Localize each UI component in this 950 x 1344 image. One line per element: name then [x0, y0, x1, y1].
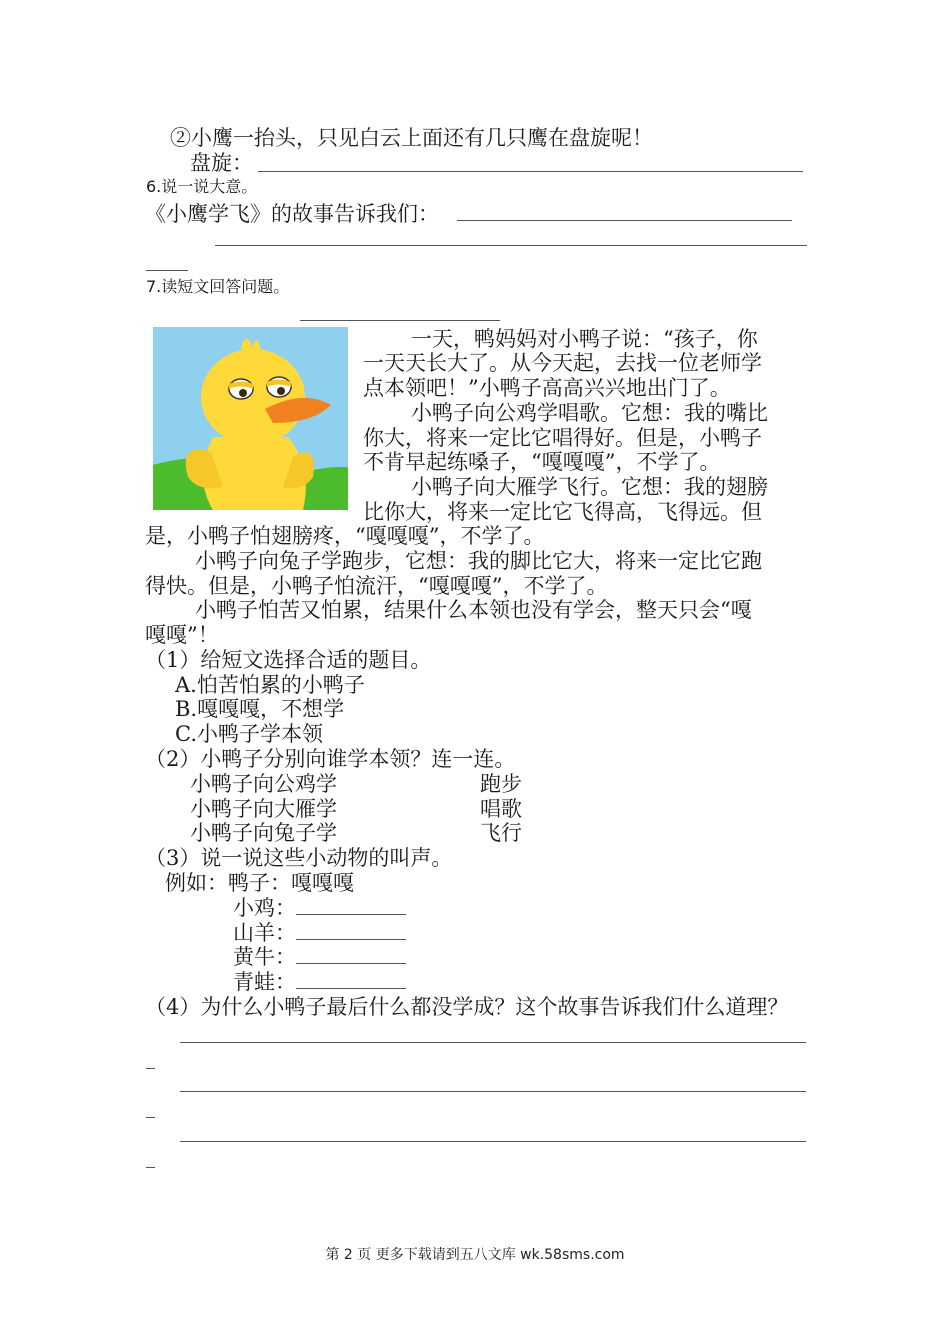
sub4-answer-line-1[interactable]: [180, 1042, 806, 1043]
passage-line: 你大，将来一定比它唱得好。但是，小鸭子: [363, 426, 762, 450]
passage-line: 嘎嘎”！: [145, 623, 219, 647]
passage-line: 是，小鸭子怕翅膀疼，“嘎嘎嘎”，不学了。: [145, 524, 545, 548]
sub3-animal-label: 小鸡：: [233, 896, 296, 920]
q6-heading: 6.说一说大意。: [146, 177, 258, 196]
sub3-answer-blank[interactable]: [296, 896, 406, 915]
sub3-answer-blank[interactable]: [296, 921, 406, 940]
q5-word-2-label: 盘旋：: [190, 151, 253, 175]
q7-heading: 7.读短文回答问题。: [146, 277, 290, 296]
sub3-animal-row: [233, 895, 406, 921]
q6-answer-line-2[interactable]: [215, 245, 807, 246]
sub3-answer-blank[interactable]: [296, 945, 406, 964]
sub3-question: （3）说一说这些小动物的叫声。: [145, 846, 453, 870]
duck-head: [201, 349, 305, 445]
passage-line: 点本领吧！”小鸭子高高兴兴地出门了。: [363, 376, 731, 400]
q7-title-blank[interactable]: [300, 320, 500, 321]
sub4-question: （4）为什么小鸭子最后什么都没学成？这个故事告诉我们什么道理？: [145, 995, 789, 1019]
duck-pupil-right: [277, 387, 285, 395]
duck-illustration: [153, 327, 348, 510]
sub2-right-item[interactable]: 唱歌: [480, 797, 522, 821]
q6-answer-line-1[interactable]: [457, 220, 792, 221]
q6-answer-line-3[interactable]: [146, 270, 188, 271]
sub4-answer-line-2-tail: [146, 1117, 155, 1118]
passage-line: 得快。但是，小鸭子怕流汗，“嘎嘎嘎”，不学了。: [145, 574, 608, 598]
passage-line: 一天，鸭妈妈对小鸭子说：“孩子，你: [411, 327, 758, 351]
passage-line: 小鸭子向兔子学跑步，它想：我的脚比它大，将来一定比它跑: [195, 549, 762, 573]
passage-line: 比你大，将来一定比它飞得高，飞得远。但: [363, 500, 762, 524]
passage-line: 小鸭子怕苦又怕累，结果什么本领也没有学会，整天只会“嘎: [195, 598, 752, 622]
sub1-option-c[interactable]: C.小鸭子学本领: [175, 722, 323, 746]
page-footer: 第 2 页 更多下载请到五八文库 wk.58sms.com: [325, 1247, 625, 1263]
sub3-animal-label: 山羊：: [233, 921, 296, 945]
sub3-answer-blank[interactable]: [296, 970, 406, 989]
sub3-animal-label: 青蛙：: [233, 970, 296, 994]
sub2-left-item[interactable]: 小鸭子向大雁学: [190, 797, 337, 821]
sub4-answer-line-1-tail: [146, 1068, 155, 1069]
passage-line: 小鸭子向公鸡学唱歌。它想：我的嘴比: [411, 401, 768, 425]
sub1-option-a[interactable]: A.怕苦怕累的小鸭子: [175, 673, 365, 697]
sub2-right-item[interactable]: 飞行: [480, 821, 522, 845]
sub4-answer-line-3-tail: [146, 1167, 155, 1168]
q5-sentence-2: ②小鹰一抬头，只见白云上面还有几只鹰在盘旋呢！: [170, 126, 653, 150]
sub3-animal-row: [233, 969, 406, 995]
sub2-left-item[interactable]: 小鸭子向公鸡学: [190, 772, 337, 796]
sub4-answer-line-2[interactable]: [180, 1091, 806, 1092]
q6-prompt: 《小鹰学飞》的故事告诉我们：: [145, 202, 439, 226]
sub1-question: （1）给短文选择合适的题目。: [145, 648, 432, 672]
sub3-animal-row: [233, 944, 406, 970]
sub2-question: （2）小鸭子分别向谁学本领？连一连。: [145, 747, 516, 771]
sub2-right-item[interactable]: 跑步: [480, 772, 522, 796]
passage-line: 一天天长大了。从今天起，去找一位老师学: [363, 351, 762, 375]
duck-pupil-left: [239, 389, 247, 397]
sub2-left-item[interactable]: 小鸭子向兔子学: [190, 821, 337, 845]
sub3-animal-label: 黄牛：: [233, 945, 296, 969]
sub3-example: 例如：鸭子：嘎嘎嘎: [165, 871, 354, 895]
sub1-option-b[interactable]: B.嘎嘎嘎，不想学: [175, 697, 345, 721]
passage-line: 不肯早起练嗓子，“嘎嘎嘎”，不学了。: [363, 450, 721, 474]
sub3-animal-row: [233, 920, 406, 946]
sub4-answer-line-3[interactable]: [180, 1141, 806, 1142]
passage-line: 小鸭子向大雁学飞行。它想：我的翅膀: [411, 475, 768, 499]
q5-word-2-answer-line[interactable]: [258, 171, 803, 172]
